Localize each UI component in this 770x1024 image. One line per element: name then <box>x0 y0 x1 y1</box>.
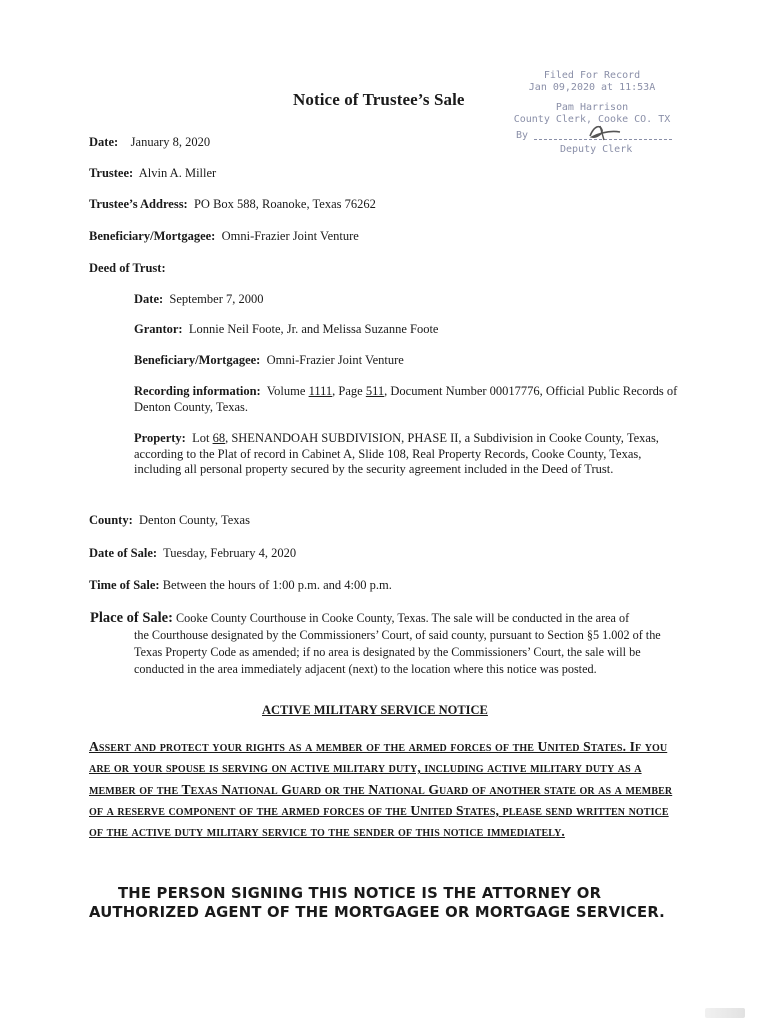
trustee-line <box>89 165 216 181</box>
county-line <box>89 512 250 528</box>
page-title: Notice of Trustee’s Sale <box>293 90 465 109</box>
grantor-label: Grantor: <box>134 322 183 336</box>
stamp-byline <box>512 130 672 142</box>
beneficiary-value: Omni-Frazier Joint Venture <box>221 229 359 243</box>
beneficiary-line <box>89 228 359 244</box>
time-of-sale-line <box>89 577 392 593</box>
closing-line-1: THE PERSON SIGNING THIS NOTICE IS THE ATTORNEY OR <box>118 885 602 902</box>
deed-beneficiary-line <box>134 352 404 368</box>
date-of-sale-line <box>89 545 296 561</box>
time-of-sale-value: Between the hours of 1:00 p.m. and 4:00 p.m. <box>162 578 392 592</box>
trustee-value: Alvin A. Miller <box>138 166 217 180</box>
property-lot: 68 <box>212 431 226 445</box>
military-notice-body: Assert and protect your rights as a member of the armed forces of the United States. If you are or your spouse is serving on active military duty, including active military duty as a member of the Texas National Guard or the National Guard of another state or as a member of a reserve component of the armed forces of the United States, please send written notice of the active duty military service to the sender of this notice immediately. <box>89 739 673 840</box>
date-line <box>89 134 210 150</box>
property-description: Property: Lot 68, SHENANDOAH SUBDIVISION, PHASE II, a Subdivision in Cooke County, Texas, according to the Plat of record in Cabinet A, Slide 108, Real Property Records, Cooke County, Texas, including all personal property secured by the security agreement included in the Deed of Trust. <box>134 431 659 476</box>
trustee-address-label: Trustee’s Address: <box>89 197 188 211</box>
scan-artifact <box>705 1008 745 1018</box>
beneficiary-label: Beneficiary/Mortgagee: <box>89 229 216 243</box>
stamp-by: By <box>516 130 529 141</box>
clerk-signature-icon <box>584 122 624 142</box>
stamp-date-time: Jan 09,2020 at 11:53A <box>528 82 656 93</box>
deed-of-trust-heading: Deed of Trust: <box>89 261 166 275</box>
deed-beneficiary-value: Omni-Frazier Joint Venture <box>266 353 404 367</box>
recording-page: 511 <box>365 384 385 398</box>
stamp-filed: Filed For Record <box>543 70 641 81</box>
date-label: Date: <box>89 135 119 149</box>
military-notice-heading: ACTIVE MILITARY SERVICE NOTICE <box>262 703 488 717</box>
date-value: January 8, 2020 <box>130 135 211 149</box>
date-of-sale-value: Tuesday, February 4, 2020 <box>163 546 297 560</box>
recording-information: Recording information: Volume 1111, Page 511, Document Number 00017776, Official Public Records of Denton County, Texas. <box>134 384 678 414</box>
grantor-line <box>134 321 438 337</box>
time-of-sale-label: Time of Sale: <box>89 578 160 592</box>
deed-date-line <box>134 291 264 307</box>
stamp-deputy: Deputy Clerk <box>560 144 633 155</box>
deed-date-value: September 7, 2000 <box>169 292 264 306</box>
trustee-address-line <box>89 196 376 212</box>
trustee-address-value: PO Box 588, Roanoke, Texas 76262 <box>193 197 376 211</box>
property-label: Property: <box>134 431 186 445</box>
stamp-clerk-office: County Clerk, Cooke CO. TX <box>513 114 671 125</box>
stamp-clerk-name: Pam Harrison <box>555 102 629 113</box>
closing-line-2: AUTHORIZED AGENT OF THE MORTGAGEE OR MORTGAGE SERVICER. <box>89 904 666 921</box>
recording-label: Recording information: <box>134 384 261 398</box>
closing-statement <box>89 884 678 922</box>
place-of-sale-rest: the Courthouse designated by the Commissioners’ Court, of said county, pursuant to Section §5 1.002 of the Texas Property Code as amended; if no area is designated by the Commissioners’ Court, the sale will be conducted in the area immediately adjacent (next) to the location where this notice was posted. <box>134 628 661 676</box>
trustee-label: Trustee: <box>89 166 134 180</box>
deed-date-label: Date: <box>134 292 164 306</box>
county-value: Denton County, Texas <box>139 513 250 527</box>
place-of-sale <box>90 610 680 678</box>
filing-stamp <box>512 70 672 156</box>
county-label: County: <box>89 513 133 527</box>
deed-beneficiary-label: Beneficiary/Mortgagee: <box>134 353 261 367</box>
recording-volume: 1111 <box>308 384 333 398</box>
date-of-sale-label: Date of Sale: <box>89 546 158 560</box>
place-of-sale-first: Cooke County Courthouse in Cooke County, Texas. The sale will be conducted in the area of <box>176 611 630 625</box>
grantor-value: Lonnie Neil Foote, Jr. and Melissa Suzanne Foote <box>188 322 439 336</box>
place-of-sale-label: Place of Sale: <box>90 610 173 626</box>
